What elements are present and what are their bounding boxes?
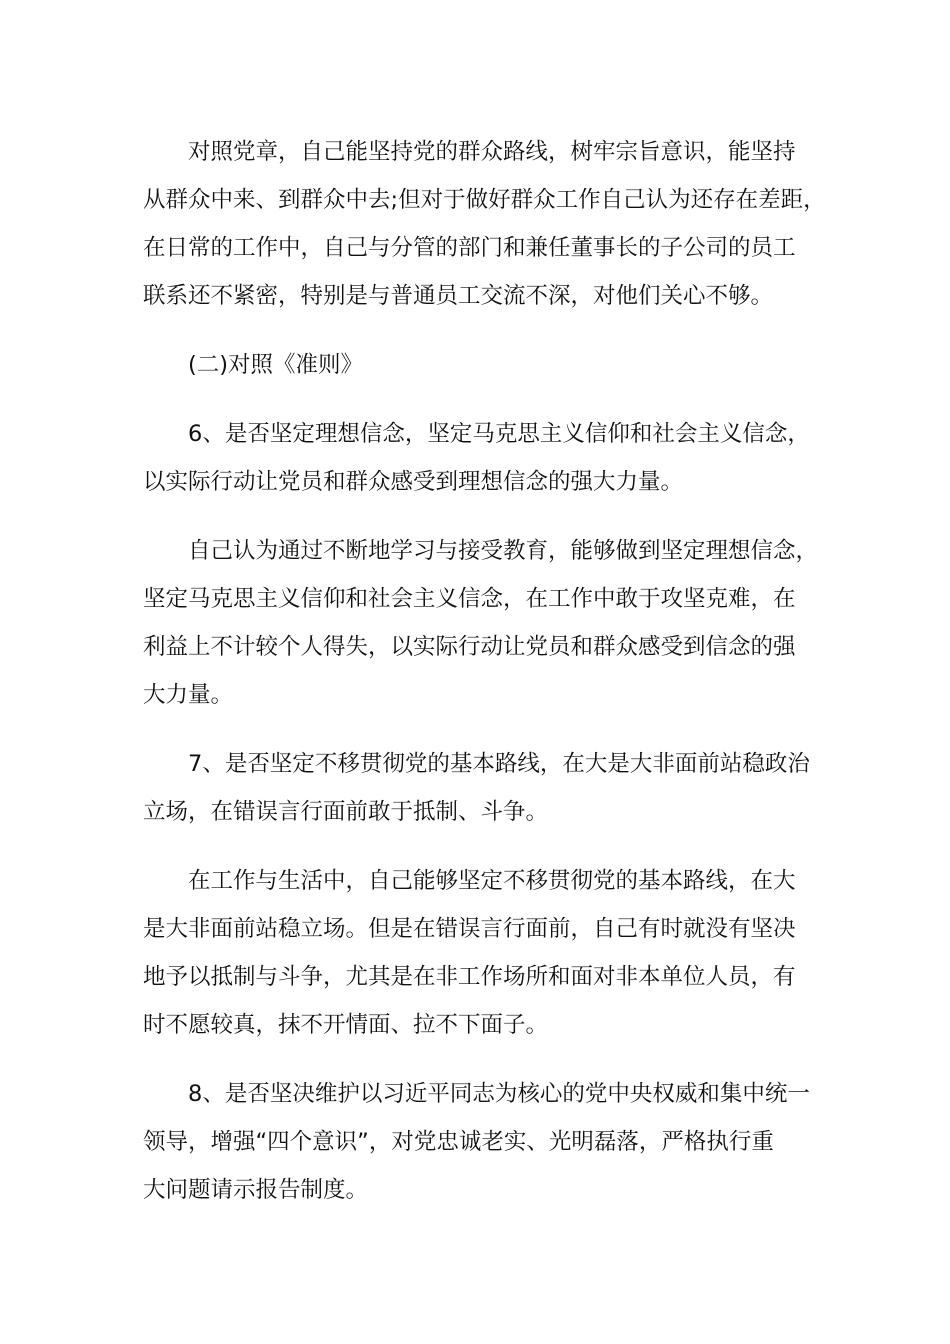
text-line: 对照党章，自己能坚持党的群众路线，树牢宗旨意识，能坚持 [188, 139, 796, 165]
text-line: 从群众中来、到群众中去;但对于做好群众工作自己认为还存在差距， [143, 187, 826, 213]
text-line: 是大非面前站稳立场。但是在错误言行面前，自己有时就没有坚决 [143, 916, 796, 942]
text-line: 在工作与生活中，自己能够坚定不移贯彻党的基本路线，在大 [188, 868, 796, 894]
text-line: 6、是否坚定理想信念，坚定马克思主义信仰和社会主义信念， [188, 421, 810, 447]
answer-paragraph-7 [143, 857, 813, 1049]
question-item-6 [143, 410, 813, 506]
text-line: 时不愿较真，抹不开情面、拉不下面子。 [143, 1012, 549, 1038]
section-heading [143, 341, 813, 389]
document-body [143, 128, 826, 1235]
text-line: 联系还不紧密，特别是与普通员工交流不深，对他们关心不够。 [143, 283, 774, 309]
question-item-7 [143, 740, 813, 836]
text-line: 7、是否坚定不移贯彻党的基本路线，在大是大非面前站稳政治 [188, 751, 810, 777]
text-line: 大力量。 [143, 682, 234, 708]
text-line: 在日常的工作中，自己与分管的部门和兼任董事长的子公司的员工 [143, 235, 796, 261]
text-line: 利益上不计较个人得失，以实际行动让党员和群众感受到信念的强 [143, 634, 796, 660]
text-line: 自己认为通过不断地学习与接受教育，能够做到坚定理想信念， [188, 538, 819, 564]
text-line: 大问题请示报告制度。 [143, 1177, 369, 1203]
text-line: 坚定马克思主义信仰和社会主义信念，在工作中敢于攻坚克难，在 [143, 586, 796, 612]
text-line: 以实际行动让党员和群众感受到理想信念的强大力量。 [143, 469, 684, 495]
question-item-8 [143, 1070, 813, 1214]
paragraph-party-constitution [143, 128, 826, 320]
text-line: (二)对照《准则》 [188, 352, 364, 378]
text-line: 立场，在错误言行面前敢于抵制、斗争。 [143, 799, 549, 825]
answer-paragraph-6 [143, 527, 819, 719]
text-line: 地予以抵制与斗争，尤其是在非工作场所和面对非本单位人员，有 [143, 964, 796, 990]
text-line: 8、是否坚决维护以习近平同志为核心的党中央权威和集中统一 [188, 1081, 810, 1107]
text-line: 领导，增强“四个意识”，对党忠诚老实、光明磊落，严格执行重 [143, 1129, 774, 1155]
